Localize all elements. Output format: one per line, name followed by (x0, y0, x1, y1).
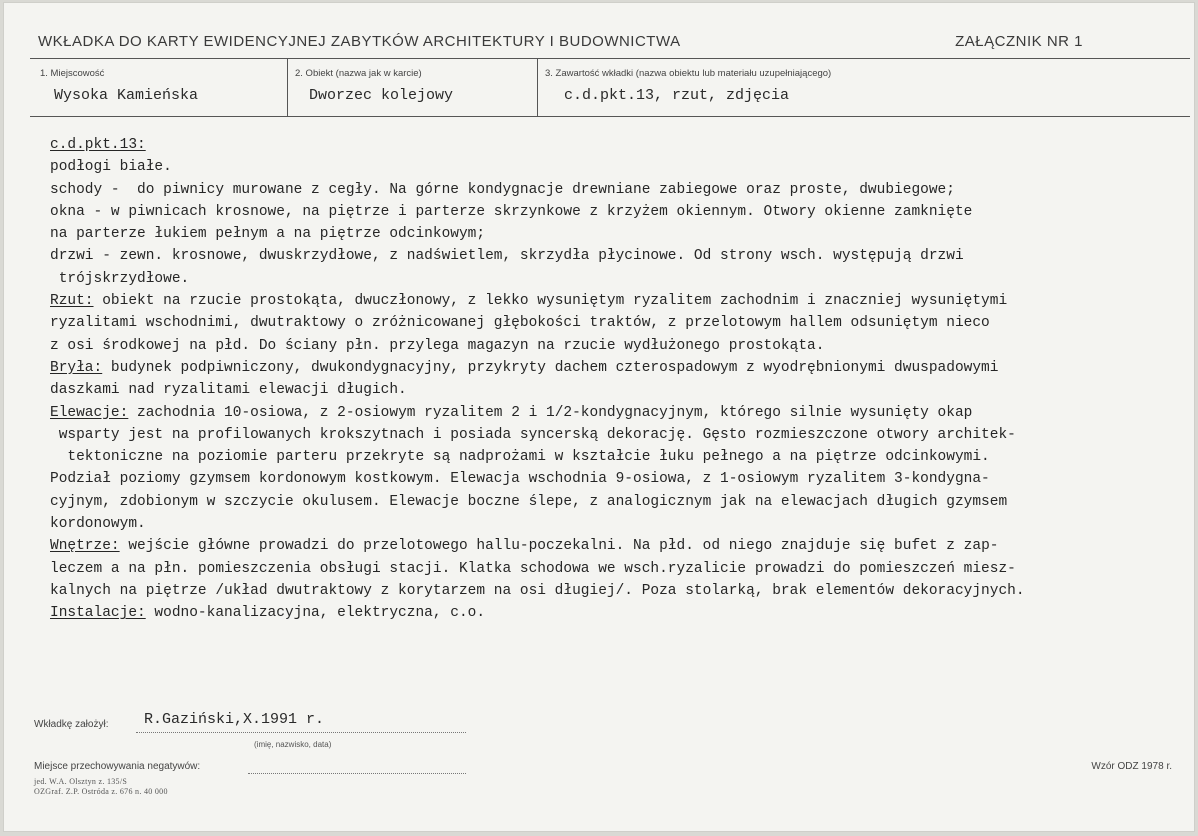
text-line (50, 223, 1190, 245)
form-version: Wzór ODZ 1978 r. (1091, 761, 1172, 772)
line-text: schody - do piwnicy murowane z cegły. Na górne kondygnacje drewniane zabiegowe oraz proste, dwubiegowe; (50, 181, 955, 198)
line-text: tektoniczne na poziomie parteru przekryte są nadprożami w kształcie łuku pełnego a na piętrze odcinkowymi. (50, 449, 990, 466)
annex-number: ZAŁĄCZNIK NR 1 (955, 33, 1083, 50)
text-line (50, 312, 1190, 334)
text-line (50, 290, 1190, 312)
field-divider-1 (287, 58, 288, 116)
field-value-contents: c.d.pkt.13, rzut, zdjęcia (564, 87, 790, 104)
text-line (50, 468, 1190, 490)
storage-label: Miejsce przechowywania negatywów: (34, 761, 201, 772)
line-text: obiekt na rzucie prostokąta, dwuczłonowy, z lekko wysuniętym ryzalitem zachodnim i znaczniej wysuniętymi (93, 293, 1008, 310)
text-line (50, 268, 1190, 290)
text-line (50, 446, 1190, 468)
line-text: trójskrzydłowe. (50, 270, 190, 287)
print-info-2: OZGraf. Z.P. Ostróda z. 676 n. 40 000 (34, 787, 168, 796)
line-text: wejście główne prowadzi do przelotowego hallu-poczekalni. Na płd. od niego znajduje się bufet z zap- (119, 538, 999, 555)
line-text: wsparty jest na profilowanych krokszytnach i posiada syncerską dekorację. Gęsto rozmieszczone otwory architek- (50, 426, 1016, 443)
line-text: na parterze łukiem pełnym a na piętrze odcinkowym; (50, 226, 486, 243)
document-sheet (4, 3, 1194, 831)
section-heading: Wnętrze: (50, 538, 120, 555)
line-text: zachodnia 10-osiowa, z 2-osiowym ryzalitem 2 i 1/2-kondygnacyjnym, którego silnie wysunięty okap (128, 404, 973, 421)
line-text: daszkami nad ryzalitami elewacji długich. (50, 382, 407, 399)
line-text: budynek podpiwniczony, dwukondygnacyjny, przykryty dachem czterospadowym z wyodrębnionymi dwuspadowymi (102, 359, 999, 376)
form-title: WKŁADKA DO KARTY EWIDENCYJNEJ ZABYTKÓW ARCHITEKTURY I BUDOWNICTWA (38, 33, 681, 50)
line-text: leczem a na płn. pomieszczenia obsługi stacji. Klatka schodowa we wsch.ryzalicie prowadzi do pomieszczeń miesz- (50, 560, 1016, 577)
text-line (50, 201, 1190, 223)
field-label-object: 2. Obiekt (nazwa jak w karcie) (295, 68, 422, 79)
text-line (50, 513, 1190, 535)
text-line (50, 357, 1190, 379)
field-label-locality: 1. Miejscowość (40, 68, 105, 79)
line-text: podłogi białe. (50, 159, 172, 176)
storage-dotted-line (248, 773, 466, 774)
author-caption: (imię, nazwisko, data) (254, 740, 332, 749)
header-rule (30, 58, 1190, 59)
text-line (50, 335, 1190, 357)
print-info-1: jed. W.A. Olsztyn z. 135/S (34, 777, 128, 786)
line-text: okna - w piwnicach krosnowe, na piętrze i parterze skrzynkowe z krzyżem okiennym. Otwory okienne zamknięte (50, 203, 973, 220)
author-label: Wkładkę założył: (34, 719, 109, 730)
text-line (50, 491, 1190, 513)
line-text: z osi środkowej na płd. Do ściany płn. przylega magazyn na rzucie wydłużonego prostokąta. (50, 337, 825, 354)
text-line (50, 535, 1190, 557)
text-line (50, 379, 1190, 401)
field-value-locality: Wysoka Kamieńska (54, 87, 199, 104)
text-line (50, 179, 1190, 201)
line-text: wodno-kanalizacyjna, elektryczna, c.o. (145, 605, 486, 622)
section-heading: Rzut: (50, 293, 94, 310)
line-text: kalnych na piętrze /układ dwutraktowy z korytarzem na osi długiej/. Poza stolarką, brak elementów dekoracyjnych. (50, 582, 1025, 599)
description-text (50, 134, 1190, 625)
text-line (50, 558, 1190, 580)
line-text: Podział poziomy gzymsem kordonowym kostkowym. Elewacja wschodnia 9-osiowa, z 1-osiowym ryzalitem 3-kondygna- (50, 471, 990, 488)
fields-bottom-rule (30, 116, 1190, 117)
section-heading: Bryła: (50, 359, 103, 376)
field-value-object: Dworzec kolejowy (309, 87, 454, 104)
text-line (50, 602, 1190, 624)
text-line (50, 156, 1190, 178)
text-line (50, 402, 1190, 424)
section-heading: Instalacje: (50, 605, 146, 622)
line-text: drzwi - zewn. krosnowe, dwuskrzydłowe, z nadświetlem, skrzydła płycinowe. Od strony wsch. występują drzwi (50, 248, 964, 265)
section-heading: Elewacje: (50, 404, 129, 421)
line-text: kordonowym. (50, 516, 146, 533)
text-line (50, 134, 1190, 156)
section-heading: c.d.pkt.13: (50, 137, 146, 153)
line-text: cyjnym, zdobionym w szczycie okulusem. Elewacje boczne ślepe, z analogicznym jak na elewacjach długich gzymsem (50, 493, 1008, 510)
text-line (50, 245, 1190, 267)
line-text: ryzalitami wschodnimi, dwutraktowy o zróżnicowanej głębokości traktów, z przelotowym hallem odsuniętym nieco (50, 315, 990, 332)
author-signature: R.Gaziński,X.1991 r. (144, 711, 325, 728)
field-label-contents: 3. Zawartość wkładki (nazwa obiektu lub materiału uzupełniającego) (545, 68, 832, 79)
text-line (50, 424, 1190, 446)
field-divider-2 (537, 58, 538, 116)
author-dotted-line (136, 732, 466, 733)
text-line (50, 580, 1190, 602)
